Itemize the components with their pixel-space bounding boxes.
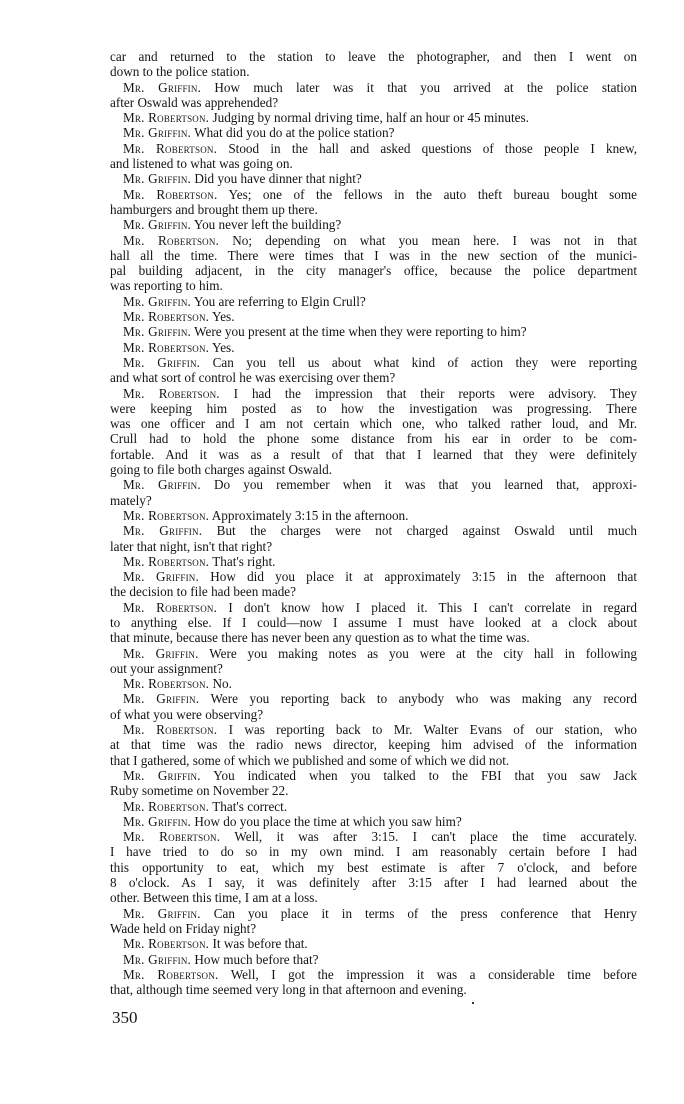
testimony-paragraph: [110, 386, 637, 478]
testimony-paragraph: [110, 722, 637, 768]
text-line: [110, 768, 637, 783]
text-line: [110, 141, 637, 156]
speaker-name: Mr. Griffin.: [123, 293, 192, 309]
line-text: down to the police station.: [110, 64, 250, 80]
speaker-name: Mr. Griffin.: [123, 171, 192, 187]
speaker-name: Mr. Robertson.: [123, 829, 221, 845]
line-text: That's correct.: [212, 798, 288, 814]
testimony-paragraph: [110, 217, 637, 232]
text-line: [110, 799, 637, 814]
speaker-name: Mr. Griffin.: [123, 217, 192, 233]
line-text: Crull had to hold the phone some distance from his ear in order to be com-: [110, 431, 637, 447]
text-line: [110, 171, 637, 186]
text-line: [110, 860, 637, 875]
text-line: [110, 676, 637, 691]
line-text: and listened to what was going on.: [110, 156, 293, 172]
line-text: How much before that?: [194, 951, 319, 967]
speaker-name: Mr. Robertson.: [123, 507, 210, 523]
line-text: out your assignment?: [110, 660, 223, 676]
testimony-paragraph: [110, 80, 637, 111]
testimony-paragraph: [110, 691, 637, 722]
text-line: [110, 324, 637, 339]
text-line: [110, 248, 637, 263]
text-line: [110, 125, 637, 140]
line-text: How much later was it that you arrived at the police station: [214, 79, 637, 95]
line-text: No; depending on what you mean here. I was not in that: [232, 232, 637, 248]
speaker-name: Mr. Robertson.: [123, 798, 210, 814]
line-text: this opportunity to eat, which my best estimate is after 7 o'clock, and before: [110, 859, 637, 875]
text-line: [110, 95, 637, 110]
testimony-paragraph: [110, 125, 637, 140]
line-text: That's right.: [212, 553, 276, 569]
line-text: car and returned to the station to leave the photographer, and then I went on: [110, 49, 637, 64]
speaker-name: Mr. Griffin.: [123, 813, 192, 829]
text-line: [110, 875, 637, 890]
speaker-name: Mr. Robertson.: [123, 339, 210, 355]
text-line: [110, 737, 637, 752]
text-line: [110, 707, 637, 722]
line-text: that, although time seemed very long in that afternoon and evening.: [110, 982, 467, 998]
speaker-name: Mr. Griffin.: [123, 324, 192, 340]
speaker-name: Mr. Robertson.: [123, 599, 218, 615]
speaker-name: Mr. Griffin.: [123, 79, 202, 95]
speaker-name: Mr. Robertson.: [123, 966, 219, 982]
text-line: [110, 202, 637, 217]
speaker-name: Mr. Griffin.: [123, 645, 199, 661]
speaker-name: Mr. Griffin.: [123, 523, 203, 539]
text-line: [110, 584, 637, 599]
text-line: [110, 416, 637, 431]
line-text: hall all the time. There were times that I was in the new section of the munici-: [110, 247, 637, 263]
text-line: [110, 600, 637, 615]
speaker-name: Mr. Robertson.: [123, 553, 210, 569]
text-line: [110, 309, 637, 324]
testimony-paragraph: [110, 233, 637, 294]
line-text: Yes.: [212, 339, 235, 355]
text-line: [110, 386, 637, 401]
line-text: Were you present at the time when they were reporting to him?: [194, 324, 527, 340]
line-text: going to file both charges against Oswald.: [110, 462, 333, 478]
text-line: [110, 477, 637, 492]
testimony-paragraph: [110, 355, 637, 386]
line-text: How did you place it at approximately 3:15 in the afternoon that: [210, 569, 637, 585]
speaker-name: Mr. Robertson.: [123, 140, 218, 156]
text-line: [110, 753, 637, 768]
testimony-paragraph: [110, 906, 637, 937]
testimony-paragraph: [110, 340, 637, 355]
text-line: [110, 370, 637, 385]
line-text: and what sort of control he was exercising over them?: [110, 370, 396, 386]
text-line: [110, 355, 637, 370]
speaker-name: Mr. Griffin.: [123, 691, 200, 707]
line-text: that I gathered, some of which we published and some of which we did not.: [110, 752, 510, 768]
line-text: hamburgers and brought them up there.: [110, 201, 318, 217]
text-line: [110, 921, 637, 936]
testimony-paragraph: [110, 768, 637, 799]
line-text: was one officer and I am not certain which one, who talked rather loud, and Mr.: [110, 416, 637, 432]
text-line: [110, 462, 637, 477]
text-line: [110, 294, 637, 309]
text-line: [110, 615, 637, 630]
line-text: But the charges were not charged against Oswald until much: [216, 523, 637, 539]
line-text: Approximately 3:15 in the afternoon.: [211, 507, 409, 523]
line-text: I have tried to do so in my own mind. I am reasonably certain before I had: [110, 844, 637, 860]
line-text: Were you making notes as you were at the city hall in following: [209, 645, 637, 661]
line-text: pal building adjacent, in the city manager's office, because the police department: [110, 263, 637, 279]
line-text: You indicated when you talked to the FBI that you saw Jack: [213, 767, 637, 783]
text-line: [110, 49, 637, 64]
testimony-paragraph: [110, 600, 637, 646]
testimony-paragraph: [110, 110, 637, 125]
text-line: [110, 936, 637, 951]
speaker-name: Mr. Griffin.: [123, 951, 192, 967]
testimony-paragraph: [110, 936, 637, 951]
text-line: [110, 431, 637, 446]
line-text: at that time was the radio news director, keeping him advised of the information: [110, 737, 637, 753]
text-line: [110, 646, 637, 661]
line-text: other. Between this time, I am at a loss.: [110, 890, 318, 906]
line-text: Yes.: [212, 309, 235, 325]
testimony-paragraph: [110, 569, 637, 600]
line-text: What did you do at the police station?: [194, 125, 395, 141]
line-text: fortable. And it was as a result of that that I learned that they were definitely: [110, 446, 637, 462]
testimony-paragraph: [110, 141, 637, 172]
testimony-paragraph: [110, 554, 637, 569]
line-text: were keeping him posted as to how the investigation was progressing. There: [110, 400, 637, 416]
line-text: I had the impression that their reports were advisory. They: [233, 385, 637, 401]
testimony-paragraph: [110, 676, 637, 691]
testimony-paragraph: [110, 309, 637, 324]
line-text: Stood in the hall and asked questions of those people I knew,: [228, 140, 637, 156]
speaker-name: Mr. Robertson.: [123, 385, 220, 401]
text-line: [110, 64, 637, 79]
text-line: [110, 814, 637, 829]
testimony-paragraph: [110, 952, 637, 967]
speaker-name: Mr. Robertson.: [123, 676, 210, 692]
text-line: [110, 967, 637, 982]
continued-paragraph: [110, 49, 637, 80]
speaker-name: Mr. Griffin.: [123, 125, 192, 141]
testimony-paragraph: [110, 477, 637, 508]
text-line: [110, 722, 637, 737]
text-line: [110, 217, 637, 232]
line-text: Did you have dinner that night?: [194, 171, 362, 187]
speaker-name: Mr. Griffin.: [123, 477, 201, 493]
text-line: [110, 982, 637, 997]
text-line: [110, 187, 637, 202]
line-text: later that night, isn't that right?: [110, 538, 273, 554]
text-line: [110, 783, 637, 798]
text-line: [110, 844, 637, 859]
text-line: [110, 447, 637, 462]
speaker-name: Mr. Robertson.: [123, 186, 218, 202]
speaker-name: Mr. Robertson.: [123, 232, 220, 248]
line-text: Wade held on Friday night?: [110, 920, 257, 936]
line-text: It was before that.: [212, 936, 308, 952]
page-number: 350: [112, 1008, 138, 1027]
text-line: [110, 906, 637, 921]
testimony-paragraph: [110, 171, 637, 186]
testimony-paragraph: [110, 508, 637, 523]
testimony-paragraph: [110, 814, 637, 829]
text-line: [110, 508, 637, 523]
text-line: [110, 523, 637, 538]
text-line: [110, 952, 637, 967]
testimony-paragraph: [110, 799, 637, 814]
text-line: [110, 278, 637, 293]
line-text: after Oswald was apprehended?: [110, 94, 279, 110]
line-text: Were you reporting back to anybody who was making any record: [210, 691, 637, 707]
testimony-paragraph: [110, 829, 637, 905]
text-line: [110, 539, 637, 554]
line-text: of what you were observing?: [110, 706, 264, 722]
speaker-name: Mr. Robertson.: [123, 936, 210, 952]
line-text: mately?: [110, 492, 152, 508]
text-line: [110, 80, 637, 95]
line-text: You never left the building?: [193, 217, 342, 233]
text-line: [110, 156, 637, 171]
line-text: Can you place it in terms of the press conference that Henry: [213, 905, 637, 921]
text-line: [110, 401, 637, 416]
line-text: Yes; one of the fellows in the auto theft bureau bought some: [228, 186, 637, 202]
speaker-name: Mr. Griffin.: [123, 354, 201, 370]
line-text: 8 o'clock. As I say, it was definitely after 3:15 after I had learned about the: [110, 875, 637, 891]
line-text: the decision to file had been made?: [110, 584, 297, 600]
speaker-name: Mr. Griffin.: [123, 905, 201, 921]
text-line: [110, 661, 637, 676]
speaker-name: Mr. Griffin.: [123, 569, 199, 585]
text-line: [110, 493, 637, 508]
line-text: to anything else. If I could—now I assume I must have looked at a clock about: [110, 614, 637, 630]
line-text: Judging by normal driving time, half an hour or 45 minutes.: [212, 110, 529, 126]
line-text: You are referring to Elgin Crull?: [193, 293, 366, 309]
text-line: [110, 829, 637, 844]
speaker-name: Mr. Robertson.: [123, 722, 218, 738]
testimony-paragraph: [110, 646, 637, 677]
testimony-paragraph: [110, 324, 637, 339]
line-text: I was reporting back to Mr. Walter Evans of our station, who: [228, 722, 637, 738]
line-text: Can you tell us about what kind of action they were reporting: [212, 354, 637, 370]
speaker-name: Mr. Robertson.: [123, 309, 210, 325]
line-text: Do you remember when it was that you learned that, approxi-: [214, 477, 637, 493]
text-line: [110, 890, 637, 905]
line-text: Well, it was after 3:15. I can't place the time accurately.: [234, 829, 637, 845]
line-text: Ruby sometime on November 22.: [110, 783, 289, 799]
transcript-body: [110, 49, 637, 997]
line-text: How do you place the time at which you saw him?: [194, 813, 462, 829]
testimony-paragraph: [110, 523, 637, 554]
line-text: was reporting to him.: [110, 278, 223, 294]
line-text: that minute, because there has never been any question as to what the time was.: [110, 630, 530, 646]
text-line: [110, 110, 637, 125]
testimony-paragraph: [110, 187, 637, 218]
line-text: No.: [212, 676, 232, 692]
testimony-paragraph: [110, 967, 637, 998]
line-text: Well, I got the impression it was a considerable time before: [230, 966, 637, 982]
text-line: [110, 691, 637, 706]
text-line: [110, 340, 637, 355]
speaker-name: Mr. Griffin.: [123, 767, 201, 783]
scan-speck: [472, 1002, 474, 1004]
text-line: [110, 630, 637, 645]
text-line: [110, 569, 637, 584]
text-line: [110, 554, 637, 569]
line-text: I don't know how I placed it. This I can't correlate in regard: [228, 599, 637, 615]
speaker-name: Mr. Robertson.: [123, 110, 210, 126]
testimony-paragraph: [110, 294, 637, 309]
text-line: [110, 233, 637, 248]
text-line: [110, 263, 637, 278]
